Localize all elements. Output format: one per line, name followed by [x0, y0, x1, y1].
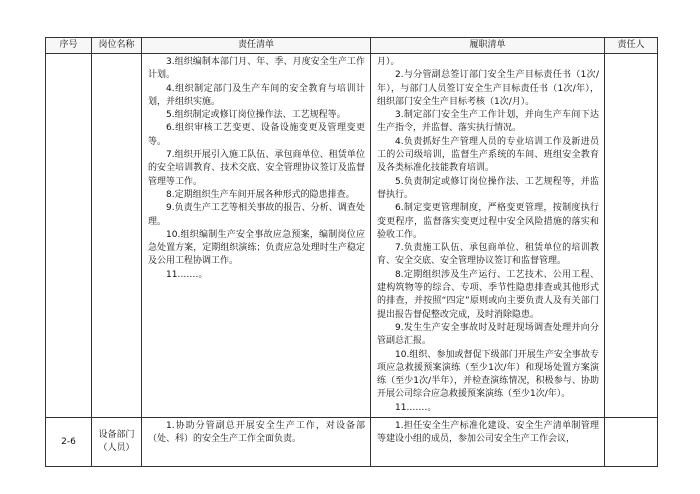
- duty-item: 9.发生生产安全事故时及时赶现场调查处理并向分管副总汇报。: [377, 322, 599, 347]
- row-number: [46, 54, 92, 418]
- duty-item: 2.与分管副总签订部门安全生产目标责任书（1次/年），与部门人员签订安全生产目标责任书（1次/年），组织部门安全生产目标考核（1次/月）。: [377, 70, 599, 107]
- responsibility-cell: [142, 54, 371, 418]
- duty-item: 月）。: [377, 57, 400, 67]
- responsibility-item: 1.协助分管副总开展安全生产工作，对设备部（处、科）的安全生产工作全面负责。: [148, 421, 365, 445]
- responsibility-item: 5.组织制定或修订岗位操作法、工艺规程等。: [166, 110, 346, 121]
- duty-item: 10.组织、参加或督促下级部门开展生产安全事故专项应急救援预案演练（至少1次/年）和现场处置方案演练（至少1次/半年），并检查演练情况，积极参与、协助开展公司综合应急救援预案演练（至少1次/年）。: [377, 349, 599, 400]
- duty-item: 11.……。: [395, 402, 437, 413]
- duty-item: 7.负责施工队伍、承包商单位、租赁单位的培训教育、安全交底、安全管理协议签订和监督管理。: [377, 243, 599, 267]
- responsibility-item: 6.组织审核工艺变更、设备设施变更及管理变更等。: [148, 123, 365, 147]
- duty-item: 8.定期组织涉及生产运行、工艺技术、公用工程、建构筑物等的综合、专项、季节性隐患排查或其他形式的排查，并按照“四定”原则或向主要负责人及有关部门提出报告督促整改完成，及时消除隐患。: [377, 269, 599, 320]
- duty-item: 3.制定部门安全生产工作计划，并向生产车间下达生产指令，并监督、落实执行情况。: [377, 110, 599, 134]
- header-person: 责任人: [605, 38, 658, 54]
- duty-item: 6.制定变更管理制度，严格变更管理，按制度执行变更程序，监督落实变更过程中安全风险措施的落实和验收工作。: [377, 203, 599, 240]
- header-row: [46, 38, 658, 54]
- responsibility-item: 7.组织开展引入施工队伍、承包商单位、租赁单位的安全培训教育、技术交底、安全管理协议签订及监督管理等工作。: [148, 150, 365, 187]
- table-row: [46, 54, 658, 418]
- position-name: 设备部门（人员）: [92, 418, 142, 467]
- duty-item: 1.担任安全生产标准化建设、安全生产清单制管理等建设小组的成员，参加公司安全生产工作会议，: [377, 421, 599, 445]
- header-position: 岗位名称: [92, 38, 142, 54]
- responsibility-item: 8.定期组织生产车间开展各种形式的隐患排查。: [166, 189, 355, 200]
- responsibility-item: 4.组织制定部门及生产车间的安全教育与培训计划，并组织实施。: [148, 83, 365, 107]
- header-duty: 履职清单: [371, 38, 605, 54]
- responsibility-item: 9.负责生产工艺等相关事故的报告、分析、调查处理。: [148, 203, 365, 227]
- row-number: 2-6: [46, 418, 92, 467]
- duty-cell: [371, 418, 605, 467]
- duty-cell: [371, 54, 605, 418]
- responsibility-table: [45, 37, 658, 467]
- duty-item: 4.负责抓好生产管理人员的专业培训工作及新进员工的公司级培训，监督生产系统的车间、班组安全教育及各类标准化技能教育培训。: [377, 136, 599, 174]
- position-name: [92, 54, 142, 418]
- person-cell: [605, 54, 658, 418]
- responsibility-item: 11.……。: [166, 269, 208, 280]
- header-no: 序号: [46, 38, 92, 54]
- header-responsibility: 责任清单: [142, 38, 371, 54]
- table-row: [46, 418, 658, 467]
- person-cell: [605, 418, 658, 467]
- responsibility-item: 10.组织编制生产安全事故应急预案，编制岗位应急处置方案，定期组织演练；负责应急处理时生产稳定及公用工程协调工作。: [148, 229, 365, 267]
- duty-item: 5.负责制定或修订岗位操作法、工艺规程等，并监督执行。: [377, 176, 599, 200]
- responsibility-item: 3.组织编制本部门月、年、季、月度安全生产工作计划。: [148, 57, 365, 81]
- responsibility-cell: [142, 418, 371, 467]
